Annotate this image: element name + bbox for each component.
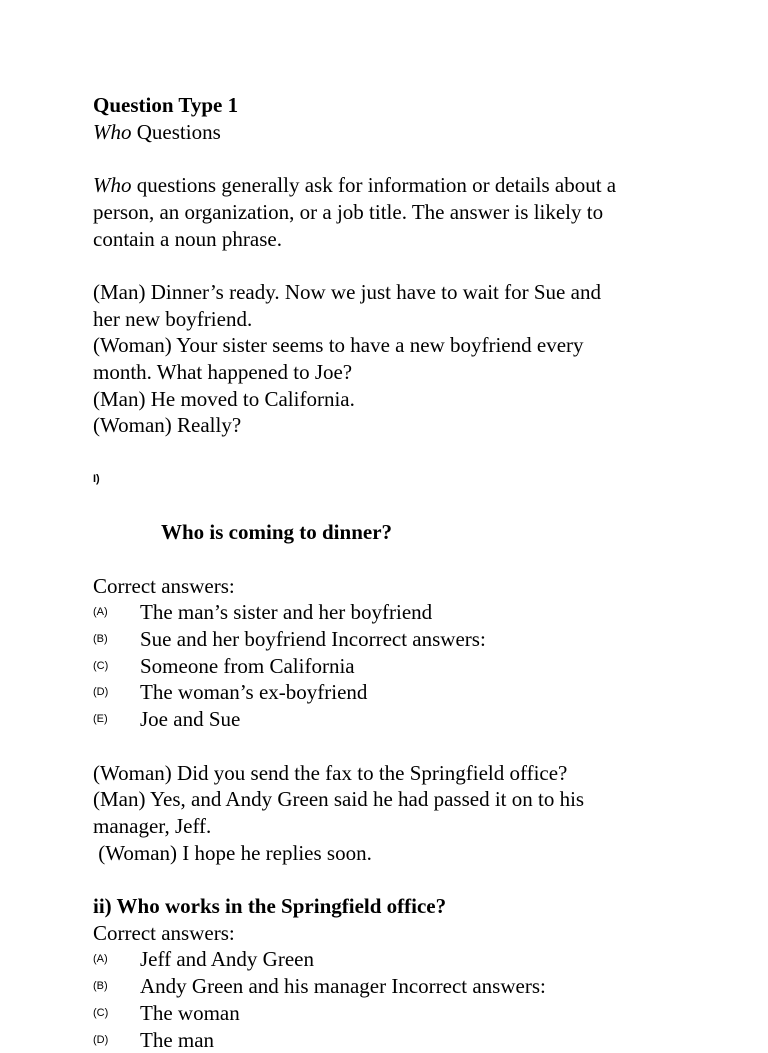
answer-option <box>93 599 733 626</box>
dialogue1-line: (Woman) Your sister seems to have a new boyfriend every <box>93 333 584 358</box>
spacer <box>93 252 733 279</box>
spacer <box>93 866 733 893</box>
option-marker: (B) <box>93 633 108 646</box>
question-1-marker: I) <box>93 472 100 485</box>
intro-line-2: person, an organization, or a job title. The answer is likely to <box>93 199 604 224</box>
option-text: The man’s sister and her boyfriend <box>140 600 433 625</box>
option-text: Sue and her boyfriend Incorrect answers: <box>140 627 486 652</box>
correct-answers-label: Correct answers: <box>93 573 235 598</box>
question-1 <box>93 466 733 573</box>
intro-line-1 <box>93 172 733 199</box>
option-marker: (D) <box>93 1033 109 1046</box>
option-marker: (B) <box>93 980 108 993</box>
section-title: Question Type 1 <box>93 93 239 117</box>
dialogue1-line: (Woman) Really? <box>93 413 242 438</box>
answer-option <box>93 626 733 653</box>
answer-option <box>93 679 733 706</box>
subtitle-emphasis: Who <box>93 119 132 144</box>
answer-option <box>93 706 733 733</box>
dialogue1-line: (Man) He moved to California. <box>93 386 355 411</box>
dialogue2-line: (Woman) I hope he replies soon. <box>93 840 372 865</box>
dialogue2-line: (Man) Yes, and Andy Green said he had passed it on to his <box>93 787 585 812</box>
option-marker: (C) <box>93 1006 109 1019</box>
option-marker: (A) <box>93 953 108 966</box>
option-marker: (A) <box>93 606 108 619</box>
option-text: The woman’s ex-boyfriend <box>140 680 368 705</box>
dialogue1-line: her new boyfriend. <box>93 306 253 331</box>
question-1-text: Who is coming to dinner? <box>161 520 393 545</box>
dialogue1-line: month. What happened to Joe? <box>93 360 353 384</box>
dialogue2-line: (Woman) Did you send the fax to the Springfield office? <box>93 760 568 785</box>
dialogue2-line: manager, Jeff. <box>93 813 212 838</box>
answer-option <box>93 973 733 1000</box>
subtitle-rest: Questions <box>131 119 221 144</box>
option-marker: (D) <box>93 686 109 699</box>
option-text: The woman <box>140 1000 240 1025</box>
option-marker: (E) <box>93 713 108 726</box>
option-text: Joe and Sue <box>140 707 241 732</box>
dialogue1-line: (Man) Dinner’s ready. Now we just have to wait for Sue and <box>93 279 601 304</box>
option-text: Andy Green and his manager Incorrect answers: <box>140 974 546 999</box>
spacer <box>93 439 733 466</box>
intro-line-3: contain a noun phrase. <box>93 226 282 251</box>
section-subtitle <box>93 119 733 146</box>
answer-option <box>93 1000 733 1027</box>
answer-option <box>93 653 733 680</box>
spacer <box>93 733 733 760</box>
option-text: Someone from California <box>140 653 355 678</box>
document-page <box>93 92 733 1053</box>
option-marker: (C) <box>93 659 109 672</box>
answer-option <box>93 946 733 973</box>
spacer <box>93 145 733 172</box>
option-text: The man <box>140 1027 215 1052</box>
intro-line-1-rest: questions generally ask for information or details about a <box>131 173 617 198</box>
correct-answers-label: Correct answers: <box>93 920 235 945</box>
intro-emphasis: Who <box>93 173 132 198</box>
answer-option <box>93 1027 733 1053</box>
option-text: Jeff and Andy Green <box>140 947 314 972</box>
question-2-text: ii) Who works in the Springfield office? <box>93 894 447 919</box>
